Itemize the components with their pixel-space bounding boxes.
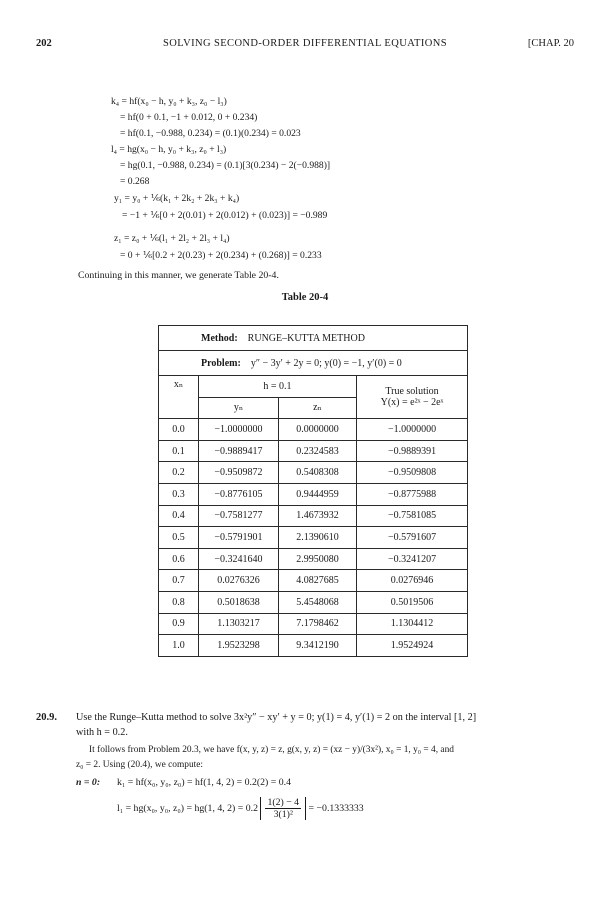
table-row	[159, 483, 468, 505]
z-cell: 0.2324583	[279, 440, 357, 462]
derivation-line: = −1 + ⅙[0 + 2(0.01) + 2(0.012) + (0.023)] = −0.989	[122, 210, 328, 221]
derivation-line: = hf(0.1, −0.988, 0.234) = (0.1)(0.234) = 0.023	[120, 128, 301, 139]
l1-lhs: l₁ = hg(x₀, y₀, z₀) = hg(1, 4, 2) = 0.2	[117, 802, 258, 814]
l1-rhs: = −0.1333333	[308, 802, 364, 814]
true-cell: 1.9524924	[357, 635, 468, 657]
true-cell: 0.5019506	[357, 591, 468, 613]
table-row	[159, 419, 468, 441]
problem-label: Problem:	[201, 357, 241, 369]
y-cell: −0.3241640	[199, 548, 279, 570]
z-cell: 7.1798462	[279, 613, 357, 635]
y-cell: −0.9509872	[199, 462, 279, 484]
z-cell: 4.0827685	[279, 570, 357, 592]
solution-line-1: It follows from Problem 20.3, we have f(x, y, z) = z, g(x, y, z) = (xz − y)/(3x²), x₀ = 1, y₀ = 4, and	[89, 745, 454, 755]
true-cell: 1.1304412	[357, 613, 468, 635]
table-row	[159, 613, 468, 635]
method-cell	[159, 326, 468, 351]
step-label: n = 0:	[76, 777, 101, 788]
table-row	[159, 548, 468, 570]
y-cell: −0.8776105	[199, 483, 279, 505]
y-cell: −1.0000000	[199, 419, 279, 441]
derivation-line: l₄ = hg(x₀ − h, y₀ + k₃, z₀ + l₃)	[111, 144, 227, 155]
table-row	[159, 462, 468, 484]
derivation-line: z₁ = z₀ + ⅙(l₁ + 2l₂ + 2l₃ + l₄)	[114, 233, 230, 244]
method-label: Method:	[201, 332, 238, 344]
true-cell: −0.3241207	[357, 548, 468, 570]
derivation-line: = hf(0 + 0.1, −1 + 0.012, 0 + 0.234)	[120, 112, 258, 123]
true-solution-formula: Y(x) = e²ˣ − 2eˣ	[380, 397, 444, 409]
problem-number: 20.9.	[36, 712, 57, 723]
running-header	[36, 38, 574, 56]
true-cell: −0.7581085	[357, 505, 468, 527]
true-cell: −0.8775988	[357, 483, 468, 505]
continuing-text: Continuing in this manner, we generate Table 20-4.	[78, 270, 279, 281]
true-cell: −0.9509808	[357, 462, 468, 484]
problem-cell	[159, 351, 468, 376]
x-cell: 0.1	[159, 440, 199, 462]
true-cell: 0.0276946	[357, 570, 468, 592]
col-header-y: yₙ	[199, 397, 279, 419]
y-cell: 1.1303217	[199, 613, 279, 635]
x-cell: 1.0	[159, 635, 199, 657]
col-header-h: h = 0.1	[199, 376, 357, 398]
true-cell: −0.9889391	[357, 440, 468, 462]
table-row	[159, 591, 468, 613]
x-cell: 0.4	[159, 505, 199, 527]
l1-bracket	[260, 797, 306, 820]
y-cell: −0.7581277	[199, 505, 279, 527]
chapter-label: [CHAP. 20	[527, 38, 574, 49]
x-cell: 0.3	[159, 483, 199, 505]
col-header-x: xₙ	[159, 376, 199, 419]
derivation-line: k₄ = hf(x₀ − h, y₀ + k₃, z₀ − l₃)	[111, 96, 227, 107]
derivation-line: = hg(0.1, −0.988, 0.234) = (0.1)[3(0.234) − 2(−0.988)]	[120, 160, 331, 171]
k1-line: k₁ = hf(x₀, y₀, z₀) = hf(1, 4, 2) = 0.2(2) = 0.4	[117, 777, 291, 788]
page-number: 202	[36, 38, 52, 49]
col-header-z: zₙ	[279, 397, 357, 419]
derivation-line: y₁ = y₀ + ⅙(k₁ + 2k₂ + 2k₃ + k₄)	[114, 193, 240, 204]
z-cell: 2.1390610	[279, 527, 357, 549]
runge-kutta-table	[158, 325, 468, 657]
table-row	[159, 635, 468, 657]
x-cell: 0.0	[159, 419, 199, 441]
z-cell: 2.9950080	[279, 548, 357, 570]
true-solution-title: True solution	[385, 386, 439, 398]
y-cell: 0.0276326	[199, 570, 279, 592]
x-cell: 0.2	[159, 462, 199, 484]
y-cell: 0.5018638	[199, 591, 279, 613]
l1-numerator: 1(2) − 4	[267, 797, 300, 808]
true-cell: −1.0000000	[357, 419, 468, 441]
col-header-true	[357, 376, 468, 419]
problem-statement-line-2: with h = 0.2.	[76, 727, 128, 738]
z-cell: 9.3412190	[279, 635, 357, 657]
x-cell: 0.8	[159, 591, 199, 613]
table-row	[159, 505, 468, 527]
true-cell: −0.5791607	[357, 527, 468, 549]
table-row	[159, 527, 468, 549]
x-cell: 0.6	[159, 548, 199, 570]
z-cell: 0.9444959	[279, 483, 357, 505]
problem-statement-line-1: Use the Runge–Kutta method to solve 3x²y″ − xy′ + y = 0; y(1) = 4, y′(1) = 2 on the interval [1, 2]	[76, 712, 477, 723]
x-cell: 0.7	[159, 570, 199, 592]
running-title: SOLVING SECOND-ORDER DIFFERENTIAL EQUATIONS	[163, 38, 447, 49]
derivation-line: = 0.268	[120, 176, 150, 187]
derivation-line: = 0 + ⅙[0.2 + 2(0.23) + 2(0.234) + (0.268)] = 0.233	[120, 250, 322, 261]
problem-value: y″ − 3y′ + 2y = 0; y(0) = −1, y′(0) = 0	[250, 357, 402, 369]
y-cell: −0.5791901	[199, 527, 279, 549]
table-row	[159, 440, 468, 462]
table-caption: Table 20-4	[281, 292, 329, 303]
l1-fraction	[265, 797, 301, 820]
x-cell: 0.9	[159, 613, 199, 635]
l1-denominator: 3(1)²	[273, 809, 293, 820]
l1-line	[117, 797, 364, 820]
z-cell: 0.5408308	[279, 462, 357, 484]
z-cell: 0.0000000	[279, 419, 357, 441]
x-cell: 0.5	[159, 527, 199, 549]
method-value: RUNGE–KUTTA METHOD	[247, 332, 365, 344]
y-cell: 1.9523298	[199, 635, 279, 657]
z-cell: 1.4673932	[279, 505, 357, 527]
solution-line-2: z₀ = 2. Using (20.4), we compute:	[76, 760, 204, 770]
table-row	[159, 570, 468, 592]
z-cell: 5.4548068	[279, 591, 357, 613]
y-cell: −0.9889417	[199, 440, 279, 462]
